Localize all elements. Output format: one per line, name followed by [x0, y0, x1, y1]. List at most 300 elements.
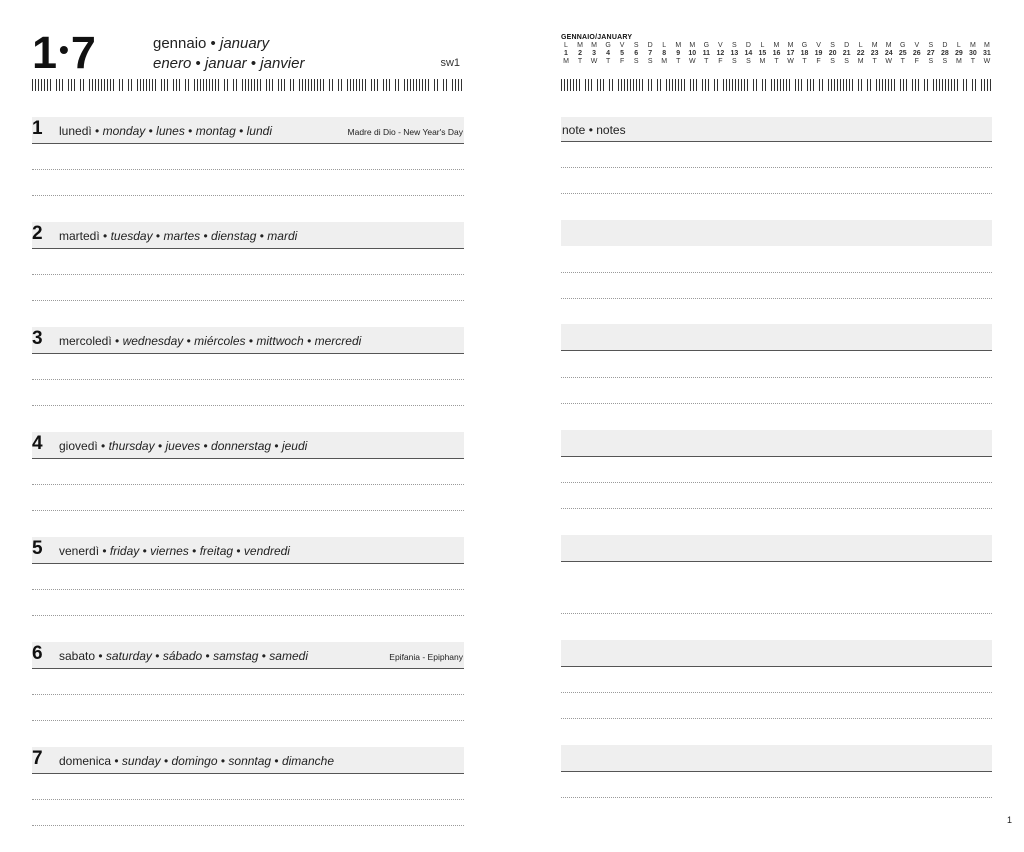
ruler-tick [915, 79, 916, 91]
day-name-french: lundi [246, 124, 272, 138]
mini-calendar-date: 1 [564, 50, 568, 57]
ruler-tick [828, 79, 829, 91]
ruler-tick [702, 79, 703, 91]
day-number: 5 [32, 538, 43, 559]
ruler-tick [924, 79, 925, 91]
notes-writing-line[interactable] [561, 613, 992, 614]
ruler-tick [107, 79, 108, 91]
ruler-tick [741, 79, 742, 91]
ruler-tick [807, 79, 808, 91]
day-header [32, 642, 464, 669]
month-german: januar [204, 55, 247, 72]
ruler-tick [789, 79, 790, 91]
ruler-tick [284, 79, 285, 91]
ruler-tick [813, 79, 814, 91]
week-code: sw1 [440, 57, 460, 69]
mini-calendar-weekday: D [942, 42, 948, 49]
ruler-tick [786, 79, 787, 91]
day-name-german: sonntag [228, 754, 272, 768]
day-name-italian: sabato [59, 649, 96, 663]
day-number: 3 [32, 328, 43, 349]
ruler-tick [600, 79, 601, 91]
ruler-tick [389, 79, 390, 91]
ruler-tick [762, 79, 763, 91]
day-name-french: jeudi [281, 439, 308, 453]
ruler-tick [954, 79, 955, 91]
ruler-tick [341, 79, 342, 91]
mini-calendar-date: 17 [786, 50, 795, 57]
ruler-tick [161, 79, 162, 91]
ruler-tick [987, 79, 988, 91]
mini-calendar-weekday: L [760, 42, 765, 49]
ruler-tick [567, 79, 568, 91]
mini-calendar-weekday: T [676, 58, 681, 65]
mini-calendar-weekday: W [885, 58, 893, 65]
mini-calendar-weekday: G [801, 42, 808, 49]
mini-calendar-weekday: L [662, 42, 667, 49]
writing-line[interactable] [32, 300, 464, 301]
ruler-tick [765, 79, 766, 91]
ruler-tick [651, 79, 652, 91]
notes-shaded-line[interactable] [561, 640, 992, 666]
notes-writing-line[interactable] [561, 508, 992, 509]
ruler-ticks [561, 79, 992, 91]
ruler-tick [98, 79, 99, 91]
ruler-tick [936, 79, 937, 91]
day-name: martedì • tuesday • martes • dienstag • mardi [59, 229, 298, 243]
ruler-tick [579, 79, 580, 91]
ruler-tick [197, 79, 198, 91]
notes-writing-line[interactable] [561, 482, 992, 483]
ruler-tick [690, 79, 691, 91]
ruler-tick [870, 79, 871, 91]
ruler-tick [314, 79, 315, 91]
ruler-tick [44, 79, 45, 91]
ruler-tick [446, 79, 447, 91]
ruler-tick [744, 79, 745, 91]
ruler-tick [278, 79, 279, 91]
day-name-italian: giovedì [59, 439, 98, 453]
ruler-tick [840, 79, 841, 91]
writing-line[interactable] [32, 510, 464, 511]
ruler-tick [837, 79, 838, 91]
ruler-tick [260, 79, 261, 91]
ruler-tick [717, 79, 718, 91]
mini-calendar-weekday: M [577, 42, 583, 49]
mini-calendar-date: 20 [828, 50, 837, 57]
day-block [32, 117, 464, 222]
ruler-tick [164, 79, 165, 91]
mini-calendar-weekday: M [871, 42, 878, 49]
mini-calendar-date: 19 [814, 50, 823, 57]
ruler-tick [137, 79, 138, 91]
month-spanish: enero [153, 55, 192, 72]
ruler-tick [308, 79, 309, 91]
ruler-tick [416, 79, 417, 91]
mini-calendar-weekday: M [689, 42, 696, 49]
ruler-tick [248, 79, 249, 91]
mini-calendar-weekday: M [787, 42, 794, 49]
writing-line[interactable] [32, 379, 464, 380]
mini-calendar-weekday: M [955, 58, 962, 65]
ruler-tick [738, 79, 739, 91]
day-name-spanish: miércoles [194, 334, 246, 348]
ruler-tick [272, 79, 273, 91]
mini-calendar-weekday: L [564, 42, 568, 49]
ruler-tick [254, 79, 255, 91]
day-name-english: saturday [105, 649, 152, 663]
day-name: venerdì • friday • viernes • freitag • vendredi [59, 544, 290, 558]
ruler-tick [843, 79, 844, 91]
ruler-tick [672, 79, 673, 91]
mini-calendar-weekday: S [746, 58, 751, 65]
mini-calendar-weekday: M [885, 42, 892, 49]
writing-line[interactable] [32, 274, 464, 275]
ruler-tick [32, 79, 33, 91]
notes-writing-line[interactable] [561, 403, 992, 404]
ruler-tick [630, 79, 631, 91]
ruler-tick [131, 79, 132, 91]
day-name-english: thursday [108, 439, 155, 453]
ruler-tick [867, 79, 868, 91]
ruler-tick [422, 79, 423, 91]
ruler-tick [591, 79, 592, 91]
ruler-tick [218, 79, 219, 91]
ruler-tick [747, 79, 748, 91]
ruler-tick [242, 79, 243, 91]
ruler-tick [398, 79, 399, 91]
ruler-tick [149, 79, 150, 91]
day-name-french: dimanche [281, 754, 334, 768]
ruler-tick [359, 79, 360, 91]
ruler-tick [696, 79, 697, 91]
ruler-tick [570, 79, 571, 91]
ruler-tick [927, 79, 928, 91]
day-name: domenica • sunday • domingo • sonntag • dimanche [59, 754, 334, 768]
ruler-tick [588, 79, 589, 91]
mini-calendar-weekday: M [969, 42, 976, 49]
notes-writing-line[interactable] [561, 298, 992, 299]
day-name-italian: martedì [59, 229, 100, 243]
notes-writing-line[interactable] [561, 193, 992, 194]
notes-writing-line[interactable] [561, 350, 992, 351]
notes-title: note • notes [562, 123, 626, 137]
ruler-tick [732, 79, 733, 91]
day-header [32, 432, 464, 459]
ruler-tick [311, 79, 312, 91]
writing-line[interactable] [32, 720, 464, 721]
notes-writing-line[interactable] [561, 797, 992, 798]
ruler-tick [122, 79, 123, 91]
day-header [32, 222, 464, 249]
ruler-tick [597, 79, 598, 91]
mini-calendar-weekday: V [619, 42, 625, 49]
notes-writing-line[interactable] [561, 377, 992, 378]
ruler-tick [906, 79, 907, 91]
writing-line[interactable] [32, 615, 464, 616]
mini-calendar-date: 10 [688, 50, 697, 57]
ruler-tick [59, 79, 60, 91]
notes-writing-line[interactable] [561, 167, 992, 168]
ruler-tick [612, 79, 613, 91]
ruler-tick [128, 79, 129, 91]
ruler-tick [966, 79, 967, 91]
ruler-tick [245, 79, 246, 91]
ruler-tick [885, 79, 886, 91]
mini-calendar-weekday: T [872, 58, 877, 65]
mini-calendar-date: 8 [662, 50, 667, 57]
writing-line[interactable] [32, 169, 464, 170]
notes-shaded-line[interactable] [561, 324, 992, 350]
mini-calendar-weekday: S [844, 58, 849, 65]
ruler-tick [443, 79, 444, 91]
ruler-tick [822, 79, 823, 91]
ruler-tick [948, 79, 949, 91]
ruler-tick [194, 79, 195, 91]
ruler-tick [305, 79, 306, 91]
mini-calendar-date: 12 [716, 50, 725, 57]
mini-calendar-weekday: S [732, 58, 737, 65]
writing-line[interactable] [32, 694, 464, 695]
day-name-german: freitag [199, 544, 234, 558]
day-block [32, 537, 464, 642]
ruler-tick [200, 79, 201, 91]
ruler-tick [723, 79, 724, 91]
day-name-german: samstag [213, 649, 259, 663]
ruler-tick [461, 79, 462, 91]
day-name: giovedì • thursday • jueves • donnerstag • jeudi [59, 439, 308, 453]
writing-line[interactable] [32, 195, 464, 196]
ruler-tick [903, 79, 904, 91]
mini-calendar-date: 24 [884, 50, 893, 57]
mini-calendar-weekday: W [590, 58, 598, 65]
ruler-tick [660, 79, 661, 91]
ruler-tick [684, 79, 685, 91]
day-name-english: wednesday [122, 334, 184, 348]
ruler-tick [774, 79, 775, 91]
ruler-tick [627, 79, 628, 91]
notes-shaded-line[interactable] [561, 745, 992, 771]
notes-writing-line[interactable] [561, 561, 992, 562]
notes-writing-line[interactable] [561, 718, 992, 719]
notes-writing-line[interactable] [561, 692, 992, 693]
ruler-tick [726, 79, 727, 91]
month-line-2: enero • januar • janvier [153, 55, 305, 72]
notes-shaded-line[interactable] [561, 535, 992, 561]
mini-calendar-date: 27 [926, 50, 935, 57]
mini-calendar-weekday: F [914, 58, 919, 65]
mini-calendar-weekday: T [802, 58, 807, 65]
day-number: 6 [32, 643, 43, 664]
ruler-tick [576, 79, 577, 91]
mini-calendar-weekday: S [928, 58, 934, 65]
ruler-tick [80, 79, 81, 91]
ruler-tick [35, 79, 36, 91]
writing-line[interactable] [32, 484, 464, 485]
ruler-tick [437, 79, 438, 91]
day-name-spanish: jueves [165, 439, 201, 453]
day-block [32, 432, 464, 537]
writing-line[interactable] [32, 799, 464, 800]
ruler-tick [852, 79, 853, 91]
ruler-tick [299, 79, 300, 91]
ruler-tick [101, 79, 102, 91]
ruler-tick [92, 79, 93, 91]
ruler-tick [693, 79, 694, 91]
mini-calendar-date: 30 [969, 50, 977, 57]
day-block [32, 222, 464, 327]
mini-calendar-weekday: S [830, 42, 835, 49]
notes-writing-line[interactable] [561, 666, 992, 667]
ruler-tick [212, 79, 213, 91]
day-number: 2 [32, 223, 43, 244]
mini-calendar-weekday: L [858, 42, 863, 49]
notes-writing-line[interactable] [561, 771, 992, 772]
notes-shaded-line[interactable] [561, 220, 992, 246]
ruler-tick [62, 79, 63, 91]
mini-calendar-date: 23 [870, 50, 879, 57]
ruler-tick [984, 79, 985, 91]
ruler-tick [374, 79, 375, 91]
page-number: 1 [1006, 815, 1012, 825]
ruler-tick [383, 79, 384, 91]
ruler-ticks [32, 79, 464, 91]
ruler-tick [224, 79, 225, 91]
writing-line[interactable] [32, 405, 464, 406]
mini-calendar-date: 26 [912, 50, 921, 57]
mini-calendar-date: 4 [606, 50, 611, 57]
ruler-tick [338, 79, 339, 91]
day-name-spanish: viernes [150, 544, 189, 558]
day-header [32, 747, 464, 774]
day-name-italian: mercoledì [59, 334, 112, 348]
mini-calendar-weekday: S [928, 42, 934, 49]
ruler-tick [233, 79, 234, 91]
notes-writing-line[interactable] [561, 456, 992, 457]
range-separator-dot: • [59, 34, 68, 65]
ruler-tick [227, 79, 228, 91]
ruler-tick [666, 79, 667, 91]
day-number: 7 [32, 748, 43, 769]
mini-calendar-date: 28 [940, 50, 949, 57]
ruler-tick [705, 79, 706, 91]
ruler-tick [678, 79, 679, 91]
mini-calendar-weekday: V [718, 42, 723, 49]
notes-header [561, 117, 992, 142]
ruler-tick [428, 79, 429, 91]
ruler-tick [113, 79, 114, 91]
mini-calendar-weekday: T [577, 58, 583, 65]
ruler-tick [89, 79, 90, 91]
mini-calendar-weekday: S [830, 58, 835, 65]
mini-calendar-weekday: S [633, 58, 639, 65]
day-number: 4 [32, 433, 43, 454]
ruler-tick [371, 79, 372, 91]
mini-calendar-weekday: M [773, 42, 780, 49]
ruler-tick [317, 79, 318, 91]
mini-calendar-weekday: S [942, 58, 948, 65]
mini-calendar-weekday: S [647, 58, 653, 65]
mini-calendar-weekday: L [956, 42, 961, 49]
ruler-tick [810, 79, 811, 91]
ruler-tick [410, 79, 411, 91]
ruler-tick [561, 79, 562, 91]
day-name-spanish: lunes [156, 124, 185, 138]
mini-calendar-weekday: F [718, 58, 723, 65]
ruler-tick [714, 79, 715, 91]
ruler-tick [564, 79, 565, 91]
day-name-spanish: domingo [171, 754, 218, 768]
mini-calendar-weekday: M [857, 58, 864, 65]
ruler-tick [912, 79, 913, 91]
ruler-tick [386, 79, 387, 91]
day-name-german: mittwoch [256, 334, 304, 348]
ruler-tick [642, 79, 643, 91]
ruler-tick [404, 79, 405, 91]
notes-shaded-line[interactable] [561, 430, 992, 456]
ruler-tick [407, 79, 408, 91]
ruler-tick [939, 79, 940, 91]
ruler-tick [452, 79, 453, 91]
ruler-tick [302, 79, 303, 91]
month-names [153, 34, 304, 74]
ruler-tick [425, 79, 426, 91]
ruler-tick [681, 79, 682, 91]
mini-calendar-weekday: V [914, 42, 920, 49]
day-name-english: tuesday [110, 229, 153, 243]
ruler-tick [215, 79, 216, 91]
month-french: janvier [260, 55, 305, 72]
ruler-tick [395, 79, 396, 91]
mini-calendar-weekday: D [647, 42, 653, 49]
day-name-spanish: martes [163, 229, 201, 243]
mini-calendar-weekday: W [787, 58, 794, 65]
mini-calendar-weekdays-english [561, 58, 992, 66]
mini-calendar [561, 34, 992, 66]
ruler-tick [981, 79, 982, 91]
mini-calendar-date: 25 [898, 50, 907, 57]
ruler-tick [41, 79, 42, 91]
writing-line[interactable] [32, 589, 464, 590]
writing-line[interactable] [32, 825, 464, 826]
ruler-tick [455, 79, 456, 91]
day-header [32, 117, 464, 144]
day-name: sabato • saturday • sábado • samstag • samedi [59, 649, 308, 663]
day-name-german: donnerstag [211, 439, 272, 453]
ruler-tick [621, 79, 622, 91]
day-name-italian: domenica [59, 754, 112, 768]
day-name-french: vendredi [243, 544, 290, 558]
ruler-tick [858, 79, 859, 91]
mini-calendar-dates [561, 50, 992, 58]
left-page [32, 0, 464, 835]
ruler-tick [945, 79, 946, 91]
ruler-tick [50, 79, 51, 91]
ruler-tick [618, 79, 619, 91]
ruler-tick [846, 79, 847, 91]
day-name-french: samedi [269, 649, 308, 663]
ruler-tick [152, 79, 153, 91]
day-name-german: montag [195, 124, 236, 138]
mini-calendar-weekday: S [633, 42, 639, 49]
notes-writing-line[interactable] [561, 272, 992, 273]
ruler-tick [83, 79, 84, 91]
mini-calendar-weekday: F [816, 58, 821, 65]
mini-calendar-date: 21 [842, 50, 851, 57]
day-name-italian: venerdì [59, 544, 100, 558]
mini-calendar-weekday: D [745, 42, 751, 49]
ruler-tick [38, 79, 39, 91]
